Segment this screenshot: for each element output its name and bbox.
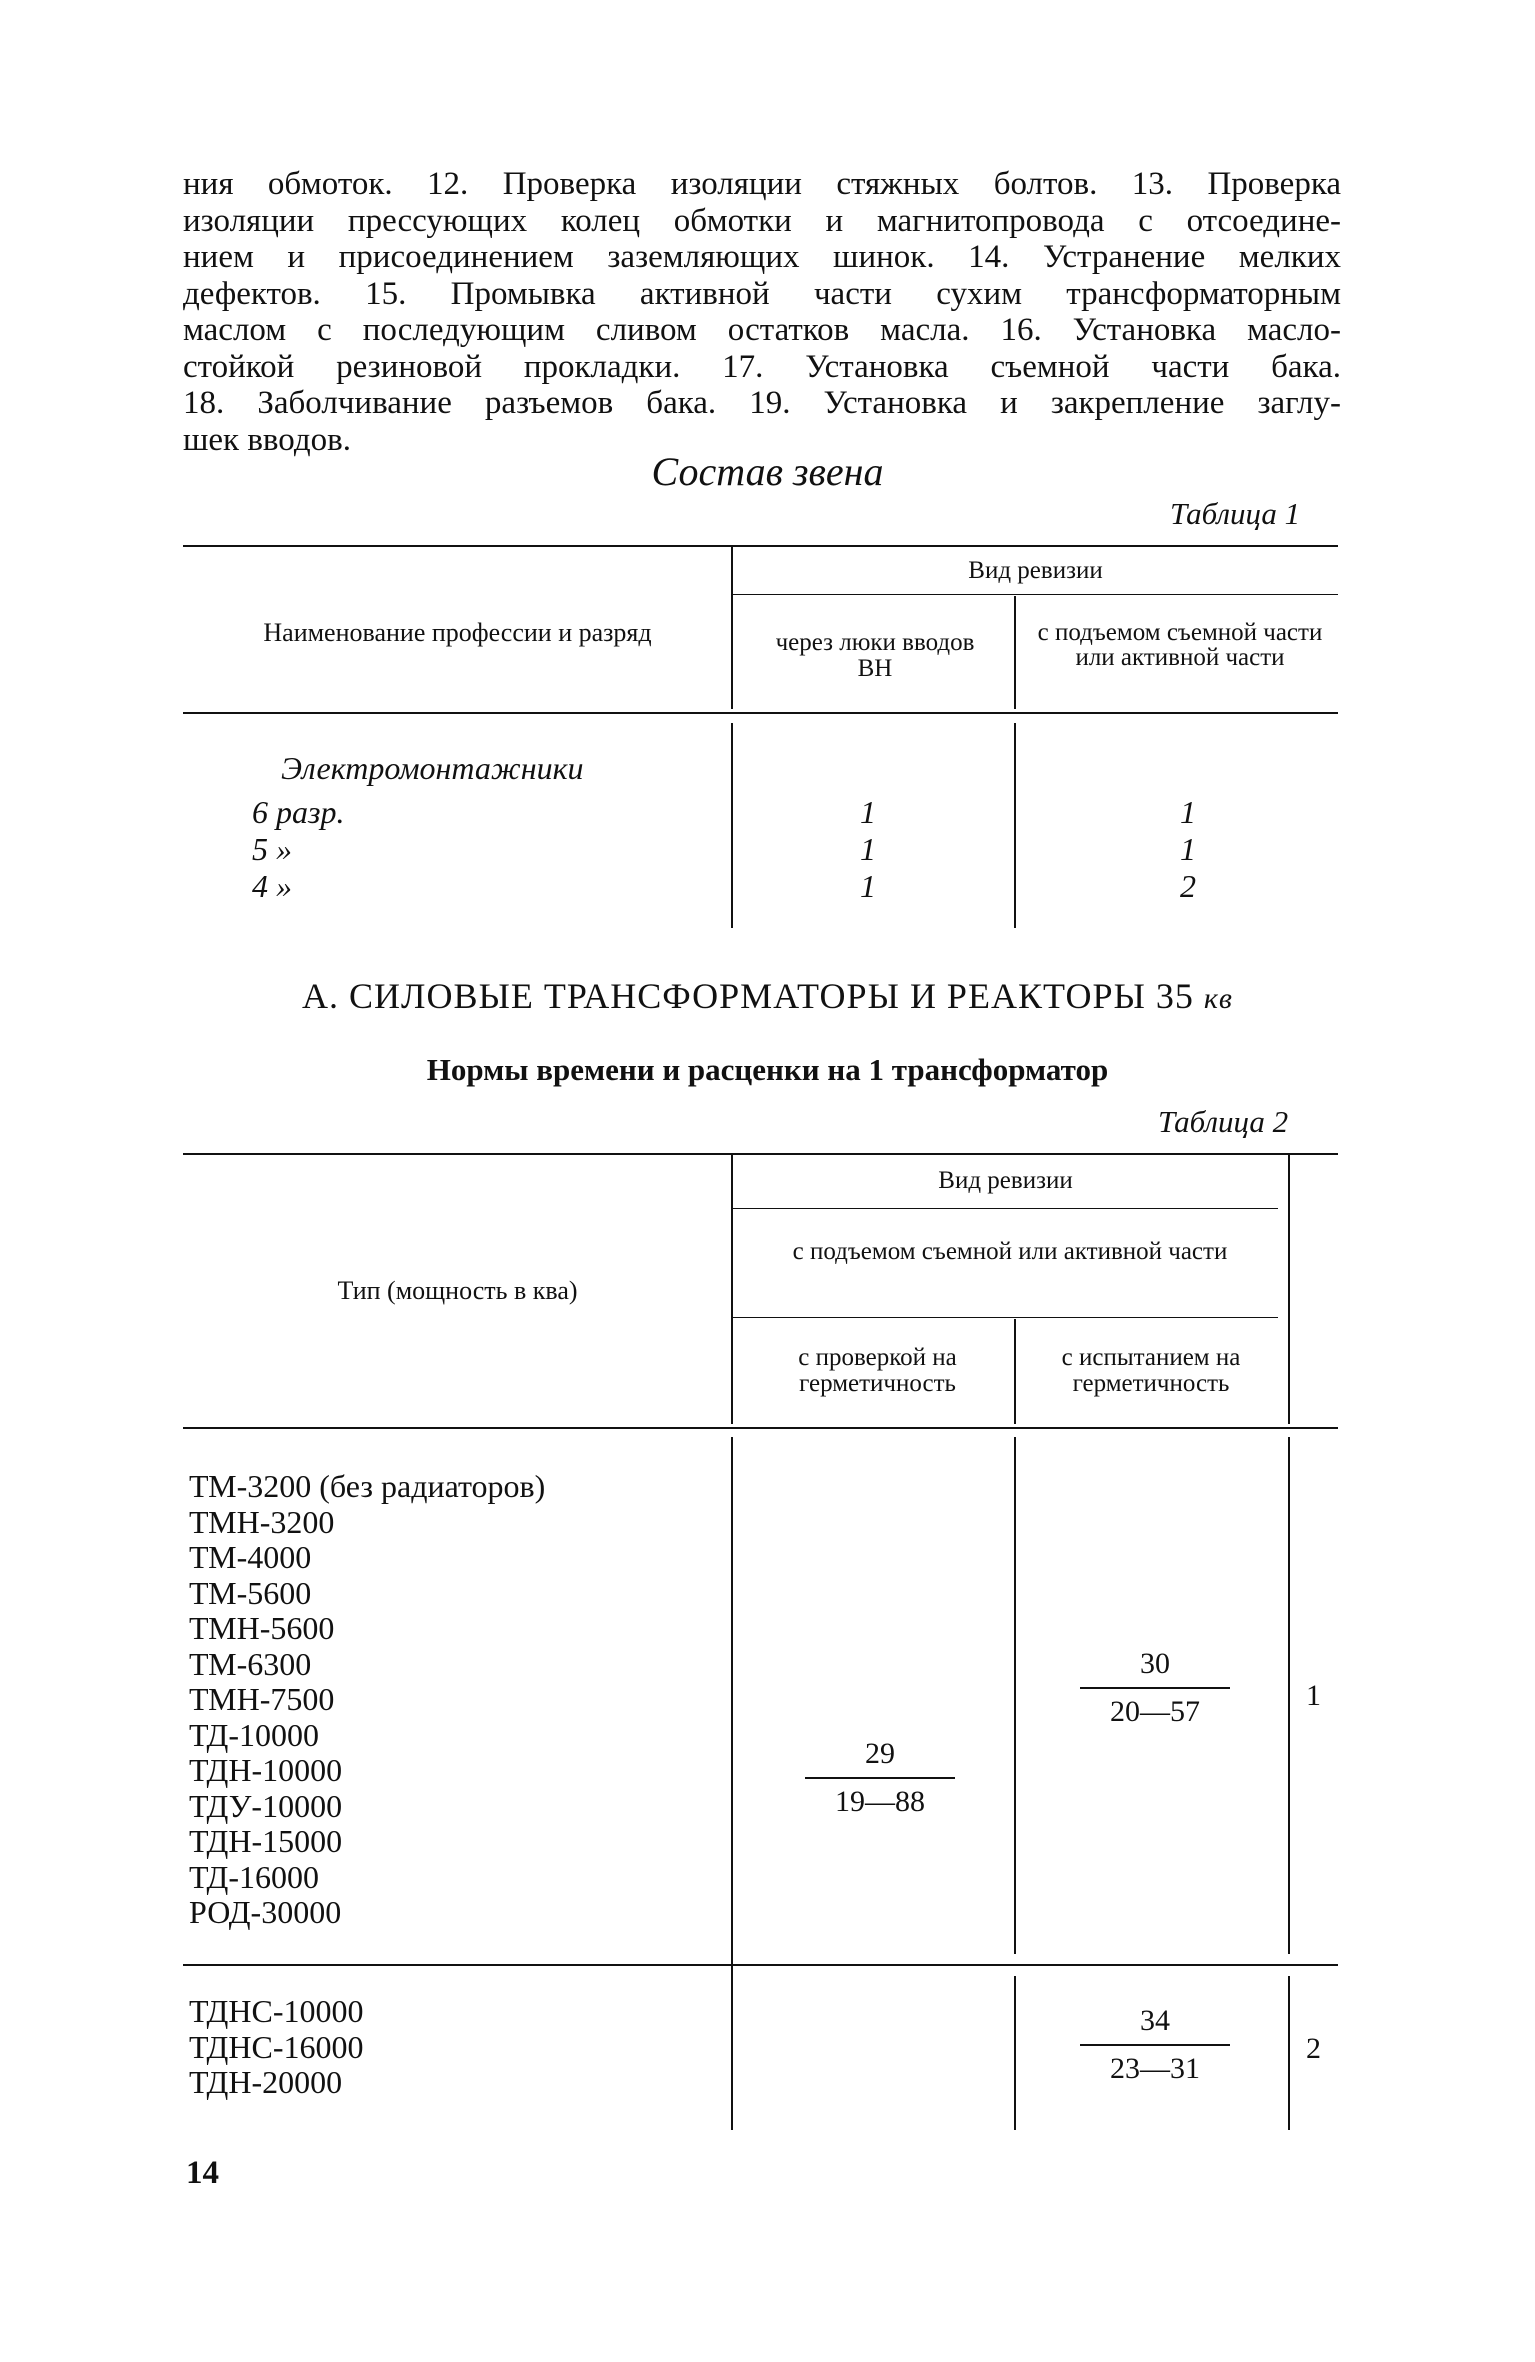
table2-divider [1288, 1976, 1290, 2130]
transformer-type: РОД-30000 [189, 1894, 342, 1930]
transformer-type: ТДН-20000 [189, 2064, 343, 2100]
table2-group1-b-value [1075, 1647, 1235, 1729]
paragraph-line: ния обмоток. 12. Проверка изоляции стяжных болтов. 13. Проверка [183, 166, 1341, 202]
transformer-type: ТДУ-10000 [189, 1787, 343, 1824]
table1-col-b: с подъемом съемной части или активной части [1037, 619, 1323, 671]
transformer-type: ТДН-15000 [189, 1823, 343, 1859]
intro-paragraph [183, 166, 1341, 458]
transformer-type: ТДНС-16000 [189, 2028, 364, 2065]
table1-cell: 2 [1180, 868, 1196, 904]
table2-col-type: Тип (мощность в ква) [337, 1276, 578, 1305]
table1-divider [1014, 723, 1016, 928]
table2-row-number: 1 [1306, 1679, 1321, 1712]
table1-divider [731, 723, 733, 928]
table1-grade: 6 разр. [252, 794, 345, 830]
paragraph-line: шек вводов. [183, 421, 351, 458]
table2-divider [1014, 1319, 1016, 1424]
table2-divider [1288, 1154, 1290, 1424]
section-title-text: А. СИЛОВЫЕ ТРАНСФОРМАТОРЫ И РЕАКТОРЫ 35 [302, 976, 1194, 1016]
table1-grade: 5 » [252, 831, 292, 867]
transformer-type: ТМН-7500 [189, 1681, 335, 1717]
table2-divider [731, 1437, 733, 2130]
norm-time: 34 [1140, 2004, 1170, 2037]
transformer-type: ТМ-4000 [189, 1539, 312, 1575]
table2-shared-a-value [800, 1737, 960, 1819]
paragraph-line: нием и присоединением заземляющих шинок. 14. Устранение мелких [183, 239, 1341, 275]
table1-group-label: Электромонтажники [281, 750, 584, 786]
table2-types-group-2 [189, 1994, 363, 2101]
transformer-type: ТМН-3200 [189, 1503, 335, 1540]
transformer-type: ТД-16000 [189, 1858, 320, 1895]
table2-header-rule [183, 1427, 1338, 1429]
price: 19—88 [835, 1785, 925, 1818]
table1-group-header: Вид ревизии [968, 557, 1103, 584]
table2-types-group-1 [189, 1469, 545, 1931]
table2-subgroup-header: с подъемом съемной или активной части [792, 1238, 1228, 1265]
section-title [0, 975, 1535, 1017]
table1-cell: 1 [860, 794, 876, 830]
table2-group-rule [733, 1208, 1278, 1209]
table2-row-number: 2 [1306, 2032, 1321, 2065]
paragraph-line: изоляции прессующих колец обмотки и магнитопровода с отсоедине- [183, 202, 1341, 239]
table2-divider [1014, 1437, 1016, 1954]
table2-divider [1014, 1976, 1016, 2130]
table1-label: Таблица 1 [1170, 496, 1301, 531]
table1-cell: 1 [1180, 831, 1196, 867]
table1-grade: 4 » [252, 868, 292, 904]
table2-group-separator [183, 1964, 1338, 1966]
table1-cell: 1 [1180, 794, 1196, 830]
table2-col-a: с проверкой на герметичность [798, 1344, 957, 1397]
table2-top-rule [183, 1153, 1338, 1155]
section-title-unit: кв [1203, 982, 1233, 1015]
price: 20—57 [1110, 1695, 1200, 1728]
table1-group-rule [733, 594, 1338, 595]
transformer-type: ТМ-6300 [189, 1645, 312, 1682]
paragraph-line: стойкой резиновой прокладки. 17. Установка съемной части бака. [183, 348, 1341, 385]
table1-col-profession: Наименование профессии и разряд [263, 618, 652, 647]
transformer-type: ТДН-10000 [189, 1752, 343, 1788]
table2-group-header: Вид ревизии [938, 1167, 1073, 1194]
paragraph-line: маслом с последующим сливом остатков масла. 16. Установка масло- [183, 312, 1341, 348]
table1-divider [1014, 596, 1016, 709]
transformer-type: ТМ-3200 (без радиаторов) [189, 1468, 546, 1504]
table1-top-rule [183, 545, 1338, 547]
paragraph-line: дефектов. 15. Промывка активной части сухим трансформаторным [183, 275, 1341, 312]
norm-time: 30 [1140, 1647, 1170, 1680]
transformer-type: ТМН-5600 [189, 1610, 335, 1646]
section-subtitle: Нормы времени и расценки на 1 трансформатор [426, 1052, 1109, 1087]
transformer-type: ТД-10000 [189, 1716, 320, 1753]
table2-divider [1288, 1437, 1290, 1954]
table1-cell: 1 [860, 831, 876, 867]
transformer-type: ТДНС-10000 [189, 1993, 364, 2029]
table2-label: Таблица 2 [1158, 1104, 1289, 1139]
table1-heading: Состав звена [651, 449, 884, 494]
page-number: 14 [186, 2155, 219, 2191]
table1-col-a: через люки вводов ВН [775, 629, 975, 682]
paragraph-line: 18. Заболчивание разъемов бака. 19. Установка и закрепление заглу- [183, 385, 1341, 421]
table2-group2-b-value [1075, 2004, 1235, 2086]
price: 23—31 [1110, 2052, 1200, 2085]
table1-header-rule [183, 712, 1338, 714]
table1-cell: 1 [860, 868, 876, 904]
transformer-type: ТМ-5600 [189, 1574, 312, 1611]
table2-divider [731, 1154, 733, 1424]
table2-col-b: с испытанием на герметичность [1061, 1344, 1241, 1397]
norm-time: 29 [865, 1737, 895, 1770]
table2-subgroup-rule [733, 1317, 1278, 1318]
